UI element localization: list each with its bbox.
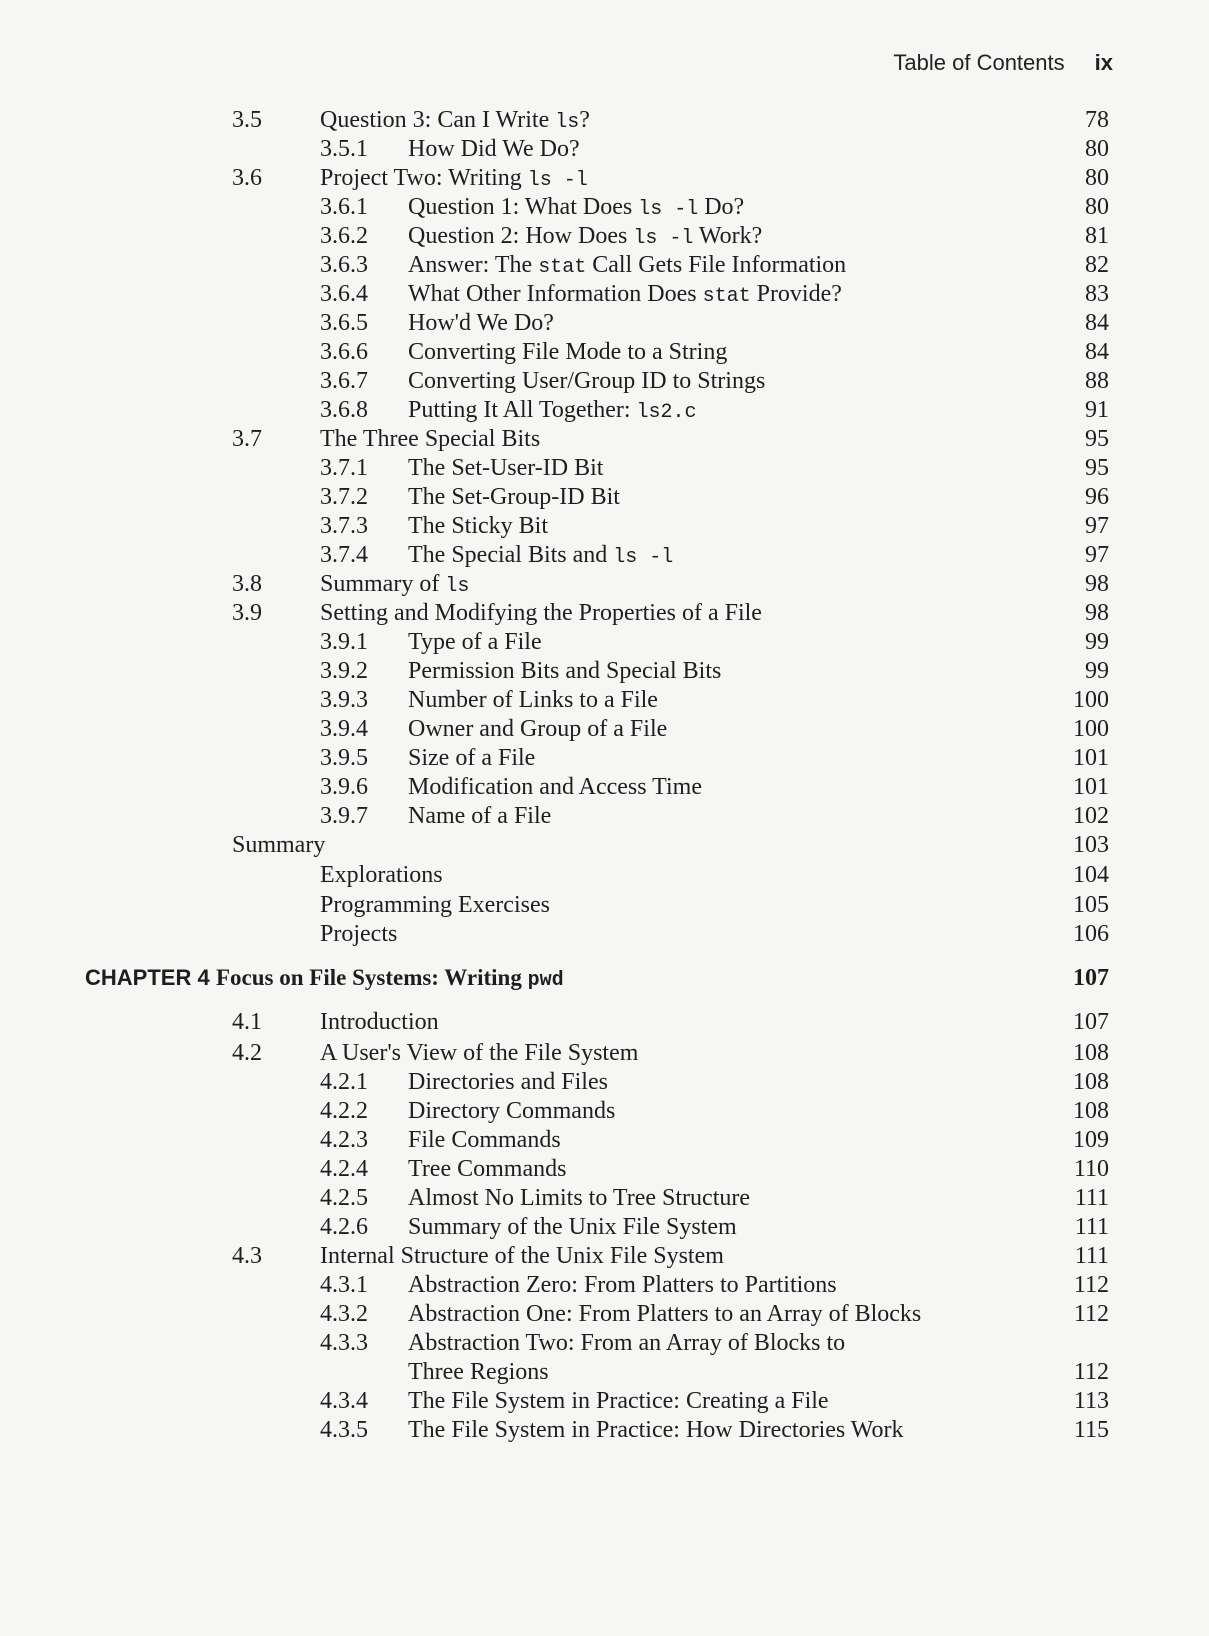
page-number: 99 [1085,629,1109,655]
code-term: ls [445,575,470,598]
chapter-label: CHAPTER 4 [85,965,210,990]
toc-row [0,1096,1209,1126]
section-title: Converting User/Group ID to Strings [408,368,766,394]
toc-row [0,1007,1209,1037]
code-term: ls [555,111,580,134]
toc-row [0,569,1209,599]
toc-row [0,772,1209,802]
toc-row [0,1415,1209,1445]
page-number: 112 [1073,1272,1109,1298]
section-title: Project Two: Writing ls -l [320,165,588,192]
section-number: 4.2.2 [320,1098,368,1124]
section-number: 3.7.4 [320,542,368,568]
toc-row [0,685,1209,715]
section-number: 4.3.1 [320,1272,368,1298]
section-number: 4.2.5 [320,1185,368,1211]
toc-row [0,860,1209,890]
section-number: 4.3 [232,1243,262,1269]
section-title: The File System in Practice: How Directories Work [408,1417,904,1443]
section-number: 3.7.3 [320,513,368,539]
section-number: 3.8 [232,571,262,597]
toc-row [0,830,1209,860]
section-title: How Did We Do? [408,136,580,162]
section-number: 3.6.8 [320,397,368,423]
page-number: 98 [1085,600,1109,626]
page-number: 108 [1073,1069,1109,1095]
page-number: 112 [1073,1301,1109,1327]
toc-row [0,395,1209,425]
toc-row [0,801,1209,831]
section-number: 3.7.2 [320,484,368,510]
page-number: 81 [1085,223,1109,249]
section-title: Almost No Limits to Tree Structure [408,1185,750,1211]
section-number: 4.2.3 [320,1127,368,1153]
toc-row [0,1357,1209,1387]
section-number: 3.9.6 [320,774,368,800]
page-number: 101 [1073,774,1109,800]
section-title: Three Regions [408,1359,549,1385]
toc-row [0,192,1209,222]
section-number: 3.6.2 [320,223,368,249]
section-number: 3.5.1 [320,136,368,162]
page-number: 80 [1085,194,1109,220]
section-title: Tree Commands [408,1156,567,1182]
section-number: 3.9.7 [320,803,368,829]
section-number: 4.3.2 [320,1301,368,1327]
section-number: 4.3.4 [320,1388,368,1414]
section-number: 3.7.1 [320,455,368,481]
page-number: 82 [1085,252,1109,278]
toc-row [0,424,1209,454]
toc-row [0,511,1209,541]
toc-row [0,1270,1209,1300]
toc-row [0,1154,1209,1184]
section-title: Summary [232,832,326,858]
section-number: 3.6 [232,165,262,191]
section-number: 4.2 [232,1040,262,1066]
toc-row [0,1125,1209,1155]
section-title: How'd We Do? [408,310,554,336]
section-number: 3.5 [232,107,262,133]
page-number: 84 [1085,310,1109,336]
toc-row [0,221,1209,251]
section-number: 3.6.6 [320,339,368,365]
code-term: ls -l [527,169,588,192]
page-number: 109 [1073,1127,1109,1153]
toc-row [0,743,1209,773]
section-title: Type of a File [408,629,542,655]
page-number: 105 [1073,892,1109,918]
toc-row [0,337,1209,367]
page-number: 83 [1085,281,1109,307]
toc-row [0,656,1209,686]
page-number: 107 [1073,1009,1109,1035]
section-title: The File System in Practice: Creating a File [408,1388,829,1414]
toc-row [0,250,1209,280]
section-number: 3.9.1 [320,629,368,655]
section-number: 4.2.6 [320,1214,368,1240]
section-title: Permission Bits and Special Bits [408,658,722,684]
page-number: 101 [1073,745,1109,771]
toc-row [0,714,1209,744]
section-number: 3.9.2 [320,658,368,684]
section-number: 3.9.3 [320,687,368,713]
header-page-number: ix [1094,50,1113,75]
code-term: pwd [527,969,564,992]
section-title: Summary of ls [320,571,470,598]
page-number: 95 [1085,455,1109,481]
page-number: 100 [1073,716,1109,742]
code-term: ls -l [638,198,699,221]
section-title: Explorations [320,862,443,888]
toc-row [0,134,1209,164]
toc-row [0,482,1209,512]
page-number: 80 [1085,165,1109,191]
section-title: Name of a File [408,803,552,829]
toc-row [0,1183,1209,1213]
page-number: 104 [1073,862,1109,888]
page-number: 95 [1085,426,1109,452]
toc-row [0,919,1209,949]
toc-row [0,598,1209,628]
page-number: 97 [1085,513,1109,539]
page-number: 78 [1085,107,1109,133]
section-title: What Other Information Does stat Provide? [408,281,842,308]
toc-chapter-row [0,963,1209,993]
section-title: Abstraction One: From Platters to an Array of Blocks [408,1301,922,1327]
section-title: Introduction [320,1009,439,1035]
page-number: 115 [1073,1417,1109,1443]
toc-row [0,540,1209,570]
section-title: Question 2: How Does ls -l Work? [408,223,763,250]
section-number: 3.9.4 [320,716,368,742]
page-number: 111 [1074,1214,1109,1240]
section-title: Question 3: Can I Write ls? [320,107,590,134]
toc-row [0,1038,1209,1068]
page-number: 97 [1085,542,1109,568]
section-number: 4.3.5 [320,1417,368,1443]
page-number: 106 [1073,921,1109,947]
page-number: 84 [1085,339,1109,365]
section-number: 3.6.7 [320,368,368,394]
section-number: 4.2.4 [320,1156,368,1182]
page-number: 113 [1073,1388,1109,1414]
section-title: Abstraction Zero: From Platters to Partitions [408,1272,837,1298]
section-title: Programming Exercises [320,892,550,918]
section-number: 3.6.5 [320,310,368,336]
toc-row [0,1386,1209,1416]
code-term: ls2.c [636,401,697,424]
page-number: 88 [1085,368,1109,394]
toc-row [0,1241,1209,1271]
section-number: 3.6.1 [320,194,368,220]
section-title: File Commands [408,1127,561,1153]
section-number: 3.7 [232,426,262,452]
page-number: 98 [1085,571,1109,597]
section-title: Directory Commands [408,1098,616,1124]
section-number: 3.6.4 [320,281,368,307]
section-title: Projects [320,921,398,947]
page-number: 91 [1085,397,1109,423]
toc-row [0,105,1209,135]
section-number: 3.9 [232,600,262,626]
section-title: The Special Bits and ls -l [408,542,674,569]
page-number: 111 [1074,1243,1109,1269]
code-term: stat [538,256,587,279]
section-title: Putting It All Together: ls2.c [408,397,697,424]
section-title: Internal Structure of the Unix File System [320,1243,724,1269]
section-title: The Sticky Bit [408,513,548,539]
page-number: 96 [1085,484,1109,510]
section-title: The Three Special Bits [320,426,541,452]
page-number: 112 [1073,1359,1109,1385]
page-number: 80 [1085,136,1109,162]
section-title: The Set-Group-ID Bit [408,484,620,510]
section-title: Modification and Access Time [408,774,702,800]
section-title: Summary of the Unix File System [408,1214,737,1240]
section-title: A User's View of the File System [320,1040,639,1066]
toc-row [0,453,1209,483]
toc-row [0,279,1209,309]
toc-row [0,1067,1209,1097]
section-title: Answer: The stat Call Gets File Information [408,252,847,279]
page-number: 102 [1073,803,1109,829]
section-title: Question 1: What Does ls -l Do? [408,194,745,221]
page-number: 103 [1073,832,1109,858]
page-number: 111 [1074,1185,1109,1211]
section-number: 4.3.3 [320,1330,368,1356]
toc-row [0,890,1209,920]
section-title: Size of a File [408,745,536,771]
section-title: Focus on File Systems: Writing pwd [216,965,564,992]
toc-row [0,627,1209,657]
code-term: stat [702,285,751,308]
running-header [893,50,1113,76]
page-number: 110 [1073,1156,1109,1182]
toc-row [0,366,1209,396]
header-title: Table of Contents [893,50,1065,75]
page-number: 108 [1073,1098,1109,1124]
section-title: Abstraction Two: From an Array of Blocks to [408,1330,846,1356]
toc-row [0,163,1209,193]
page-number: 107 [1073,965,1109,991]
section-title: Directories and Files [408,1069,608,1095]
page-number: 99 [1085,658,1109,684]
toc-row [0,308,1209,338]
code-term: ls -l [613,546,674,569]
section-title: Converting File Mode to a String [408,339,728,365]
section-number: 3.6.3 [320,252,368,278]
section-number: 4.1 [232,1009,262,1035]
section-number: 3.9.5 [320,745,368,771]
section-title: Number of Links to a File [408,687,658,713]
section-title: Owner and Group of a File [408,716,668,742]
code-term: ls -l [633,227,694,250]
toc-row [0,1212,1209,1242]
section-number: 4.2.1 [320,1069,368,1095]
section-title: Setting and Modifying the Properties of a File [320,600,762,626]
toc-row [0,1328,1209,1358]
section-title: The Set-User-ID Bit [408,455,604,481]
page-number: 100 [1073,687,1109,713]
toc-row [0,1299,1209,1329]
page-number: 108 [1073,1040,1109,1066]
